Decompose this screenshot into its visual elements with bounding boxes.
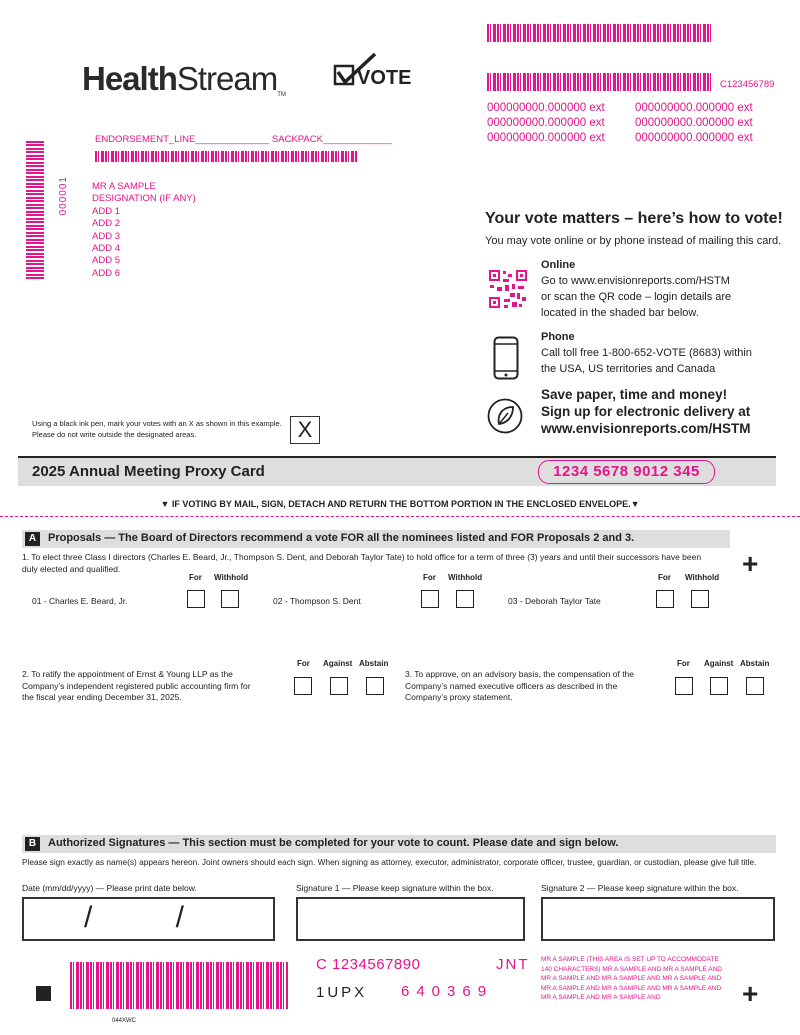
- section-a-letter: A: [25, 532, 40, 546]
- proposal-3-text: [405, 669, 634, 704]
- instruction-line: Please do not write outside the designated areas.: [32, 430, 197, 439]
- postal-barcode-top: [487, 24, 713, 42]
- nominee-label: 03 - Deborah Taylor Tate: [508, 596, 601, 606]
- vote-logo: [333, 52, 413, 92]
- electronic-delivery-promo: [541, 386, 751, 437]
- col-withhold: Withhold: [685, 573, 720, 582]
- proposal-2-against-checkbox[interactable]: [330, 677, 348, 695]
- endorsement-line: ENDORSEMENT_LINE______________ SACKPACK_____________: [95, 134, 392, 145]
- phone-line: Call toll free 1-800-652-VOTE (8683) within: [541, 347, 752, 359]
- perforation-line: [0, 516, 800, 517]
- address-line: ADD 4: [92, 243, 120, 255]
- address-line: MR A SAMPLE: [92, 181, 156, 192]
- how-to-vote-title: Your vote matters – here’s how to vote!: [485, 210, 783, 227]
- proxy-card-title: 2025 Annual Meeting Proxy Card: [32, 463, 265, 480]
- healthstream-logo: HealthStreamTM: [82, 60, 286, 98]
- signature-1-box[interactable]: [296, 897, 525, 941]
- how-to-vote-subtitle: You may vote online or by phone instead of mailing this card.: [485, 235, 782, 247]
- online-instructions: [541, 273, 731, 321]
- section-b-letter: B: [25, 837, 40, 851]
- footer-code: 640369: [401, 983, 494, 1000]
- signature-2-label: Signature 2 — Please keep signature within the box.: [541, 883, 739, 893]
- signing-note: Please sign exactly as name(s) appears hereon. Joint owners should each sign. When signing as attorney, executor, administrator, corporate officer, trustee, guardian, or custodian, please give full title.: [22, 857, 757, 867]
- proposal-1-line: 1. To elect three Class I directors (Charles E. Beard, Jr., Thompson S. Dent, and Deborah Taylor Tate) to hold office for a term of three (3) years and until their successors have been: [22, 552, 702, 562]
- date-label: Date (mm/dd/yyyy) — Please print date below.: [22, 883, 197, 893]
- online-title: Online: [541, 259, 576, 271]
- nominee-3-for-checkbox[interactable]: [656, 590, 674, 608]
- signature-2-box[interactable]: [541, 897, 775, 941]
- online-line: located in the shaded bar below.: [541, 307, 699, 319]
- phone-icon: [493, 336, 519, 380]
- vertical-id: 000001: [58, 176, 69, 216]
- qr-code-icon: [488, 269, 528, 309]
- col-for: For: [297, 659, 310, 668]
- footer-jnt: JNT: [496, 956, 530, 973]
- phone-title: Phone: [541, 331, 575, 343]
- proposal-2-text: [22, 669, 251, 704]
- col-abstain: Abstain: [359, 659, 389, 668]
- nominee-label: 01 - Charles E. Beard, Jr.: [32, 596, 128, 606]
- date-field[interactable]: [22, 897, 275, 941]
- control-number: 1234 5678 9012 345: [538, 460, 715, 484]
- online-line: or scan the QR code – login details are: [541, 291, 732, 303]
- mailing-address: [92, 181, 196, 280]
- section-b-heading: Authorized Signatures — This section must be completed for your vote to count. Please date and sign below.: [48, 837, 619, 849]
- proposal-3-against-checkbox[interactable]: [710, 677, 728, 695]
- ext-line: 000000000.000000 ext: [635, 117, 753, 129]
- nominee-1-withhold-checkbox[interactable]: [221, 590, 239, 608]
- marking-instructions: [32, 418, 282, 440]
- proposal-2-line: Company’s independent registered public accounting firm for: [22, 680, 251, 691]
- col-withhold: Withhold: [448, 573, 483, 582]
- section-a-header: [22, 530, 730, 548]
- address-line: ADD 5: [92, 255, 120, 267]
- signature-1-label: Signature 1 — Please keep signature within the box.: [296, 883, 494, 893]
- nominee-label: 02 - Thompson S. Dent: [273, 596, 361, 606]
- detach-instructions: ▼ IF VOTING BY MAIL, SIGN, DETACH AND RETURN THE BOTTOM PORTION IN THE ENCLOSED ENVELOPE.▼: [160, 499, 640, 509]
- ext-line: 000000000.000000 ext: [487, 117, 605, 129]
- imb-barcode: [95, 151, 357, 162]
- proposal-1-line: duly elected and qualified.: [22, 563, 121, 574]
- col-for: For: [423, 573, 436, 582]
- section-b-header: [22, 835, 776, 853]
- ext-line: 000000000.000000 ext: [487, 132, 605, 144]
- sample-name-block: MR A SAMPLE (THIS AREA IS SET UP TO ACCOMMODATE 140 CHARACTERS) MR A SAMPLE AND MR A SAMPLE AND MR A SAMPLE AND MR A SAMPLE AND MR A SAMPLE AND MR A SAMPLE AND MR A SAMPLE AND MR A SAMPLE AND MR A SAMPLE AND MR A SAMPLE AND: [541, 956, 722, 1001]
- nominee-2-withhold-checkbox[interactable]: [456, 590, 474, 608]
- ext-line: 000000000.000000 ext: [635, 102, 753, 114]
- footer-c-number: C 1234567890: [316, 956, 421, 973]
- proposal-2-line: 2. To ratify the appointment of Ernst & Young LLP as the: [22, 669, 233, 679]
- nominee-3-withhold-checkbox[interactable]: [691, 590, 709, 608]
- phone-instructions: [541, 345, 752, 377]
- ext-line: 000000000.000000 ext: [635, 132, 753, 144]
- col-withhold: Withhold: [214, 573, 249, 582]
- vertical-barcode: [26, 141, 44, 279]
- phone-line: the USA, US territories and Canada: [541, 363, 716, 375]
- leaf-icon: [487, 398, 523, 434]
- footer-barcode: [70, 962, 288, 1009]
- save-line: Save paper, time and money!: [541, 387, 728, 402]
- ext-line: 000000000.000000 ext: [487, 102, 605, 114]
- col-abstain: Abstain: [740, 659, 770, 668]
- registration-square: [36, 986, 51, 1001]
- form-code: 044XWC: [112, 1018, 137, 1024]
- address-line: DESIGNATION (IF ANY): [92, 193, 196, 205]
- col-against: Against: [704, 659, 734, 668]
- proposal-2-abstain-checkbox[interactable]: [366, 677, 384, 695]
- id-code: C123456789: [720, 79, 775, 90]
- example-mark-box: X: [290, 416, 320, 444]
- proposal-3-abstain-checkbox[interactable]: [746, 677, 764, 695]
- col-for: For: [658, 573, 671, 582]
- proposal-1-text: [22, 552, 732, 575]
- vote-logo-text: VOTE: [357, 67, 412, 89]
- save-line: www.envisionreports.com/HSTM: [541, 421, 751, 436]
- address-line: ADD 3: [92, 230, 120, 242]
- footer-upx: 1UPX: [316, 984, 368, 1001]
- ext-column-left: [487, 101, 605, 146]
- col-against: Against: [323, 659, 353, 668]
- proposal-2-for-checkbox[interactable]: [294, 677, 312, 695]
- address-line: ADD 6: [92, 267, 120, 279]
- online-line: Go to www.envisionreports.com/HSTM: [541, 275, 730, 287]
- proposal-3-line: Company’s proxy statement.: [405, 692, 513, 702]
- proposal-2-line: the fiscal year ending December 31, 2025.: [22, 692, 182, 702]
- instruction-line: Using a black ink pen, mark your votes with an X as shown in this example.: [32, 419, 282, 428]
- proposal-3-line: Company’s named executive officers as described in the: [405, 680, 618, 691]
- nominee-2-for-checkbox[interactable]: [421, 590, 439, 608]
- ext-column-right: [635, 101, 753, 146]
- address-line: ADD 2: [92, 218, 120, 230]
- registration-plus-mark: +: [742, 548, 759, 579]
- save-line: Sign up for electronic delivery at: [541, 404, 751, 419]
- proposal-3-line: 3. To approve, on an advisory basis, the compensation of the: [405, 669, 635, 679]
- registration-plus-mark: +: [742, 978, 759, 1009]
- proposal-3-for-checkbox[interactable]: [675, 677, 693, 695]
- postal-barcode-2: [487, 73, 713, 91]
- section-a-heading: Proposals — The Board of Directors recommend a vote FOR all the nominees listed and FOR Proposals 2 and 3.: [48, 532, 635, 544]
- col-for: For: [677, 659, 690, 668]
- nominee-1-for-checkbox[interactable]: [187, 590, 205, 608]
- date-slashes: / /: [84, 901, 185, 934]
- col-for: For: [189, 573, 202, 582]
- address-line: ADD 1: [92, 205, 120, 217]
